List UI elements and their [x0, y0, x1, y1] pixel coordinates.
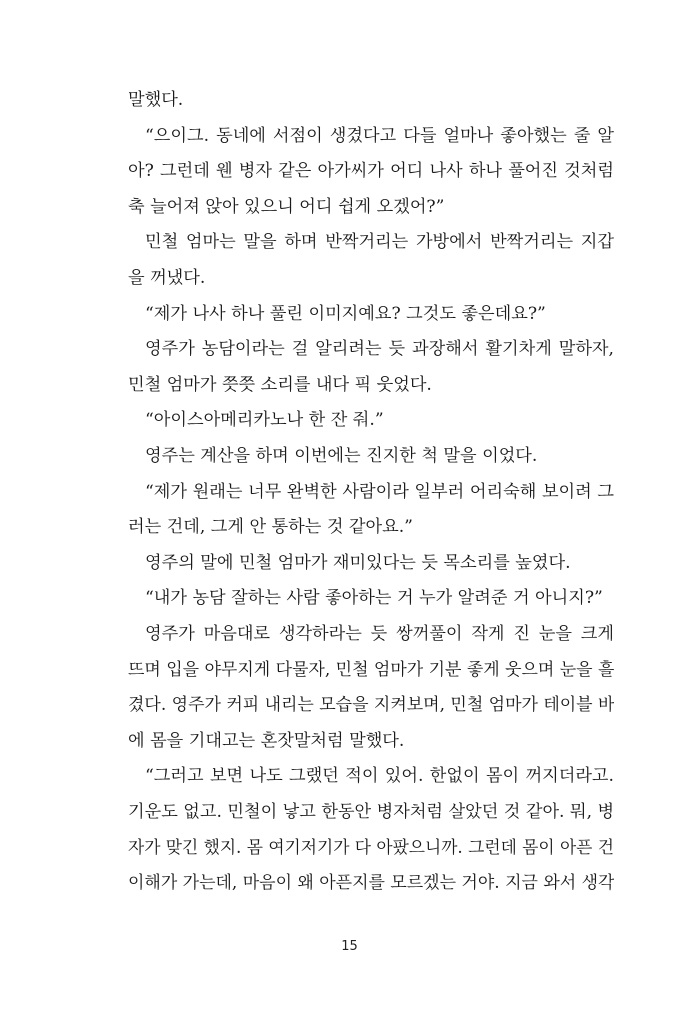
- text-line: 에 몸을 기대고는 혼잣말처럼 말했다.: [128, 730, 405, 751]
- text-line: 영주가 농담이라는 걸 알리려는 듯 과장해서 활기차게 말하자,: [145, 339, 614, 360]
- text-line: 뜨며 입을 야무지게 다물자, 민철 엄마가 기분 좋게 웃으며 눈을 흘: [128, 659, 614, 680]
- text-line: 영주가 마음대로 생각하라는 듯 쌍꺼풀이 작게 진 눈을 크게: [145, 623, 614, 644]
- text-line: 민철 엄마는 말을 하며 반짝거리는 가방에서 반짝거리는 지갑: [145, 232, 614, 253]
- text-line: 을 꺼냈다.: [128, 267, 206, 288]
- page-number: 15: [341, 939, 358, 954]
- text-line: 기운도 없고. 민철이 낳고 한동안 병자처럼 살았던 것 같아. 뭐, 병: [128, 801, 614, 822]
- text-line: 민철 엄마가 쯧쯧 소리를 내다 픽 웃었다.: [128, 374, 432, 395]
- text-line: 겼다. 영주가 커피 내리는 모습을 지켜보며, 민철 엄마가 테이블 바: [128, 695, 614, 716]
- text-line: 자가 맞긴 했지. 몸 여기저기가 다 아팠으니까. 그런데 몸이 아픈 건: [128, 837, 614, 858]
- body-text: [128, 83, 614, 902]
- text-line: 이해가 가는데, 마음이 왜 아픈지를 모르겠는 거야. 지금 와서 생각: [128, 873, 614, 894]
- text-line: 영주의 말에 민철 엄마가 재미있다는 듯 목소리를 높였다.: [145, 552, 571, 573]
- text-line: 영주는 계산을 하며 이번에는 진지한 척 말을 이었다.: [145, 445, 538, 466]
- text-line: 러는 건데, 그게 안 통하는 것 같아요.”: [128, 517, 413, 538]
- text-line: “제가 나사 하나 풀린 이미지예요? 그것도 좋은데요?”: [145, 303, 546, 324]
- text-line: “내가 농담 잘하는 사람 좋아하는 거 누가 알려준 거 아니지?”: [145, 588, 603, 609]
- text-line: “제가 원래는 너무 완벽한 사람이라 일부러 어리숙해 보이려 그: [145, 481, 614, 502]
- text-line: “아이스아메리카노나 한 잔 줘.”: [145, 410, 384, 431]
- text-line: “그러고 보면 나도 그랬던 적이 있어. 한없이 몸이 꺼지더라고.: [145, 766, 614, 787]
- text-line: 아? 그런데 웬 병자 같은 아가씨가 어디 나사 하나 풀어진 것처럼: [128, 161, 614, 182]
- text-line: 말했다.: [128, 90, 184, 110]
- text-line: 축 늘어져 앉아 있으니 어디 쉽게 오겠어?”: [128, 196, 445, 217]
- text-line: “으이그. 동네에 서점이 생겼다고 다들 얼마나 좋아했는 줄 알: [145, 125, 614, 146]
